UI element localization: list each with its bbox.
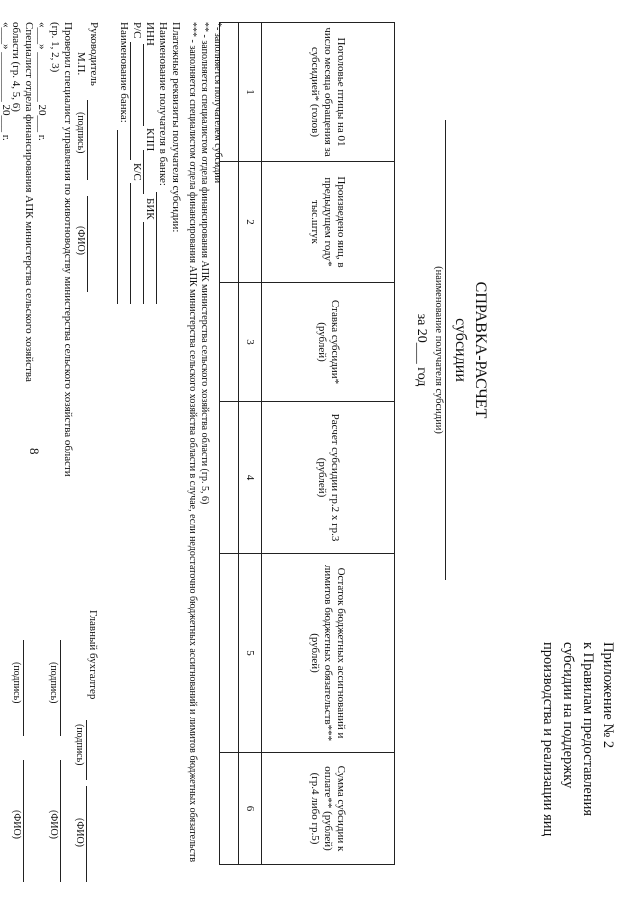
inn-label: ИНН	[144, 22, 156, 46]
header-cell-2: Произведено яиц, в предыдущем году* тыс.штук	[262, 162, 395, 283]
checked-signature-caption: (подпись)	[48, 662, 59, 704]
recipient-caption: (наименование получателя субсидии)	[433, 266, 444, 434]
column-number-6: 6	[239, 753, 262, 865]
column-number-1: 1	[239, 23, 262, 162]
calculation-table	[219, 22, 395, 865]
appendix-line-2: к Правилам предоставления	[580, 642, 596, 817]
appendix-header	[538, 642, 618, 892]
header-cell-5: Остаток бюджетных ассигнований и лимитов бюджетных обязательств*** (рублей)	[262, 554, 395, 753]
accountant-signature-line	[86, 720, 87, 780]
accountant-fio-line	[86, 786, 87, 882]
checked-columns: (гр. 1, 2, 3)	[49, 22, 61, 73]
finance-fio-line	[23, 760, 24, 882]
checked-fio-line	[60, 760, 61, 882]
bank-label: Наименование банка:	[118, 22, 130, 123]
period-label: за 20___ год	[414, 313, 429, 387]
column-number-2: 2	[239, 162, 262, 283]
document-title	[450, 120, 490, 580]
recipient-name-line	[445, 120, 446, 580]
inn-line	[143, 44, 144, 126]
ks-line	[130, 183, 131, 304]
requisites-heading: Платежные реквизиты получателя субсидии:	[170, 22, 182, 233]
chief-accountant-label: Главный бухгалтер	[87, 610, 99, 700]
table-header-row	[262, 23, 395, 865]
rs-line	[130, 42, 131, 160]
accountant-fio-caption: (ФИО)	[74, 818, 85, 848]
checked-fio-caption: (ФИО)	[48, 810, 59, 840]
head-label: Руководитель	[88, 22, 100, 86]
column-number-5: 5	[239, 554, 262, 753]
header-cell-1: Поголовье птицы на 01 число месяца обращения за субсидией* (голов)	[262, 23, 395, 162]
appendix-line-4: производства и реализации яиц	[540, 642, 556, 837]
header-cell-4: Расчет субсидии гр.2 х гр.3 (рублей)	[262, 402, 395, 554]
bank-name-line	[156, 192, 157, 304]
finance-fio-caption: (ФИО)	[11, 810, 22, 840]
title-line-1: СПРАВКА-РАСЧЕТ	[472, 281, 489, 419]
kpp-label: КПП	[144, 128, 156, 152]
bank-name-label: Наименование получателя в банке:	[157, 22, 169, 186]
accountant-signature-caption: (подпись)	[74, 724, 85, 766]
checked-by-label: Проверил специалист управления по животноводству министерства сельского хозяйства области	[62, 22, 74, 477]
head-fio-line	[87, 196, 88, 292]
footnote-3: *** - заполняется специалистом отдела финансирования АПК министерства сельского хозяйства области в случае, если недостаточно бюджетных ассигнований и лимитов бюджетных обязательств	[187, 22, 198, 863]
bik-line	[143, 222, 144, 304]
header-cell-6: Сумма субсидии к оплате** (рублей) (гр.4 либо гр.5)	[262, 753, 395, 865]
finance-signature-line	[23, 640, 24, 736]
rs-label: Р/С	[131, 22, 143, 39]
table-number-row	[239, 23, 262, 865]
column-number-4: 4	[239, 402, 262, 554]
bank-line	[117, 130, 118, 304]
title-line-2: субсидии	[452, 318, 469, 382]
finance-specialist-label: Специалист отдела финансирования АПК министерства сельского хозяйства	[23, 22, 35, 382]
head-signature-caption: (подпись)	[75, 112, 86, 154]
appendix-line-3: субсидии на поддержку	[560, 642, 576, 789]
footnote-2: ** - заполняется специалистом отдела финансирования АПК министерства сельского хозяйства области (гр. 5, 6)	[199, 22, 211, 505]
head-fio-caption: (ФИО)	[75, 226, 86, 256]
bik-label: БИК	[144, 198, 156, 220]
finance-columns: области (гр. 4, 5, 6)	[10, 22, 22, 112]
footnote-1: *- заполняется получателем субсидии	[212, 22, 223, 184]
appendix-line-1: Приложение № 2	[600, 642, 616, 749]
finance-date: «___» _________ 20___ г.	[0, 22, 12, 141]
footnotes	[186, 22, 224, 882]
column-number-3: 3	[239, 283, 262, 402]
kpp-line	[143, 150, 144, 194]
head-signature-line	[87, 100, 88, 180]
ks-label: К/С	[131, 163, 143, 181]
stamp-label: М.П.	[75, 52, 87, 76]
header-cell-3: Ставка субсидии* (рублей)	[262, 283, 395, 402]
checked-signature-line	[60, 640, 61, 736]
checked-date: «___» _________ 20___ г.	[36, 22, 48, 141]
page-number: 8	[27, 448, 42, 455]
finance-signature-caption: (подпись)	[11, 662, 22, 704]
